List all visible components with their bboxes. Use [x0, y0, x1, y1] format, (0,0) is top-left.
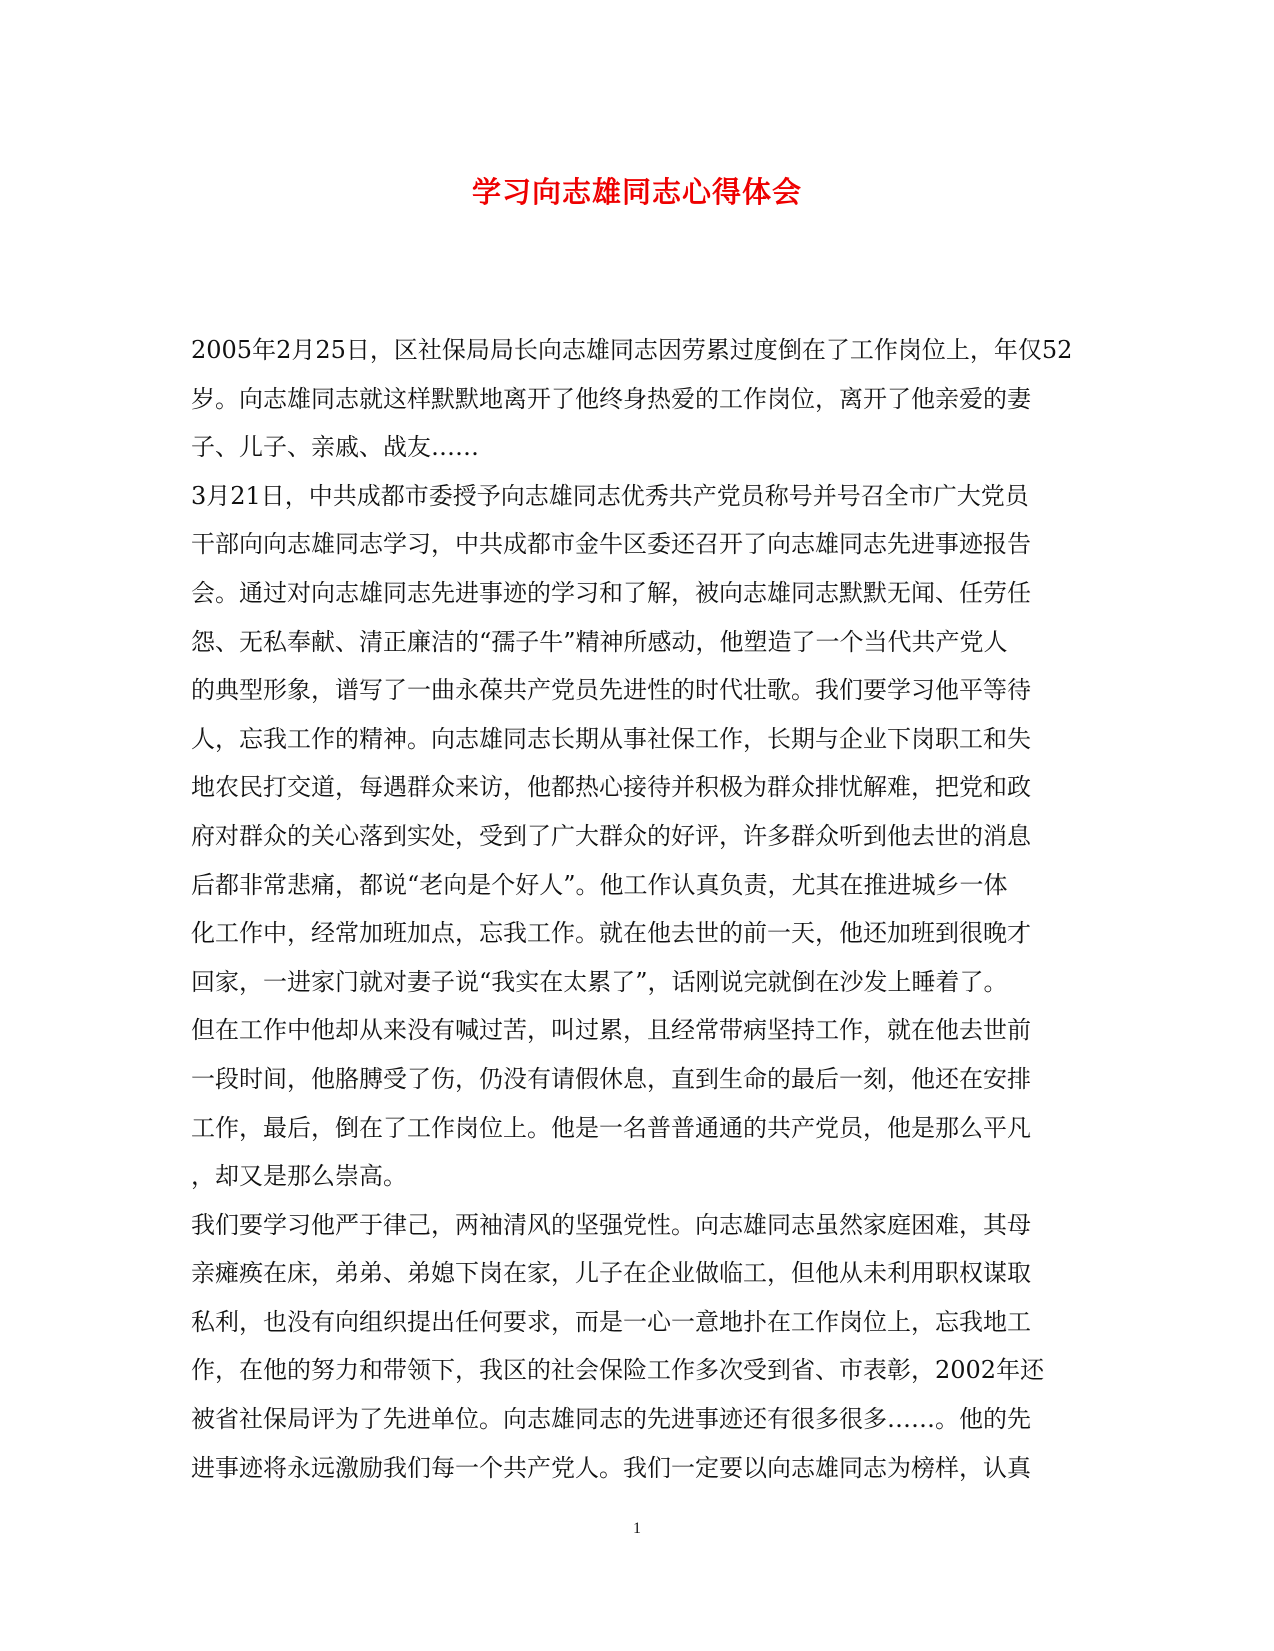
body-line: 回家，一进家门就对妻子说“我实在太累了”，话刚说完就倒在沙发上睡着了。 — [191, 967, 1008, 996]
body-line: 亲瘫痪在床，弟弟、弟媳下岗在家，儿子在企业做临工，但他从未利用职权谋取 — [191, 1259, 1031, 1288]
body-line: 会。通过对向志雄同志先进事迹的学习和了解，被向志雄同志默默无闻、任劳任 — [191, 578, 1031, 607]
body-line: 被省社保局评为了先进单位。向志雄同志的先进事迹还有很多很多……。他的先 — [191, 1405, 1031, 1434]
body-line: 化工作中，经常加班加点，忘我工作。就在他去世的前一天，他还加班到很晚才 — [191, 919, 1031, 948]
body-line: 2005年2月25日，区社保局局长向志雄同志因劳累过度倒在了工作岗位上，年仅52 — [191, 336, 1073, 364]
body-line: 府对群众的关心落到实处，受到了广大群众的好评，许多群众听到他去世的消息 — [191, 821, 1031, 850]
body-line: 人，忘我工作的精神。向志雄同志长期从事社保工作，长期与企业下岗职工和失 — [191, 724, 1031, 753]
body-line: 但在工作中他却从来没有喊过苦，叫过累，且经常带病坚持工作，就在他去世前 — [191, 1016, 1031, 1045]
body-line: 地农民打交道，每遇群众来访，他都热心接待并积极为群众排忧解难，把党和政 — [191, 773, 1031, 802]
body-line: 子、儿子、亲戚、战友…… — [191, 433, 479, 462]
body-line: 后都非常悲痛，都说“老向是个好人”。他工作认真负责，尤其在推进城乡一体 — [191, 870, 1008, 899]
body-line: 的典型形象，谱写了一曲永葆共产党员先进性的时代壮歌。我们要学习他平等待 — [191, 676, 1031, 705]
body-line: 干部向向志雄同志学习，中共成都市金牛区委还召开了向志雄同志先进事迹报告 — [191, 530, 1031, 559]
body-line: 私利，也没有向组织提出任何要求，而是一心一意地扑在工作岗位上，忘我地工 — [191, 1307, 1031, 1336]
body-line: ，却又是那么崇高。 — [191, 1162, 407, 1191]
document-title: 学习向志雄同志心得体会 — [471, 175, 802, 209]
body-line: 怨、无私奉献、清正廉洁的“孺子牛”精神所感动，他塑造了一个当代共产党人 — [191, 627, 1008, 656]
body-line: 我们要学习他严于律己，两袖清风的坚强党性。向志雄同志虽然家庭困难，其母 — [191, 1210, 1031, 1239]
body-line: 一段时间，他胳膊受了伤，仍没有请假休息，直到生命的最后一刻，他还在安排 — [191, 1064, 1031, 1093]
body-line: 进事迹将永远激励我们每一个共产党人。我们一定要以向志雄同志为榜样，认真 — [191, 1453, 1031, 1482]
body-line: 岁。向志雄同志就这样默默地离开了他终身热爱的工作岗位，离开了他亲爱的妻 — [191, 384, 1031, 413]
body-line: 3月21日，中共成都市委授予向志雄同志优秀共产党员称号并号召全市广大党员 — [191, 481, 1029, 510]
body-line: 工作，最后，倒在了工作岗位上。他是一名普普通通的共产党员，他是那么平凡 — [191, 1113, 1031, 1142]
page-number: 1 — [633, 1520, 641, 1537]
body-line: 作，在他的努力和带领下，我区的社会保险工作多次受到省、市表彰，2002年还 — [191, 1356, 1045, 1385]
document-body — [191, 326, 1071, 1492]
